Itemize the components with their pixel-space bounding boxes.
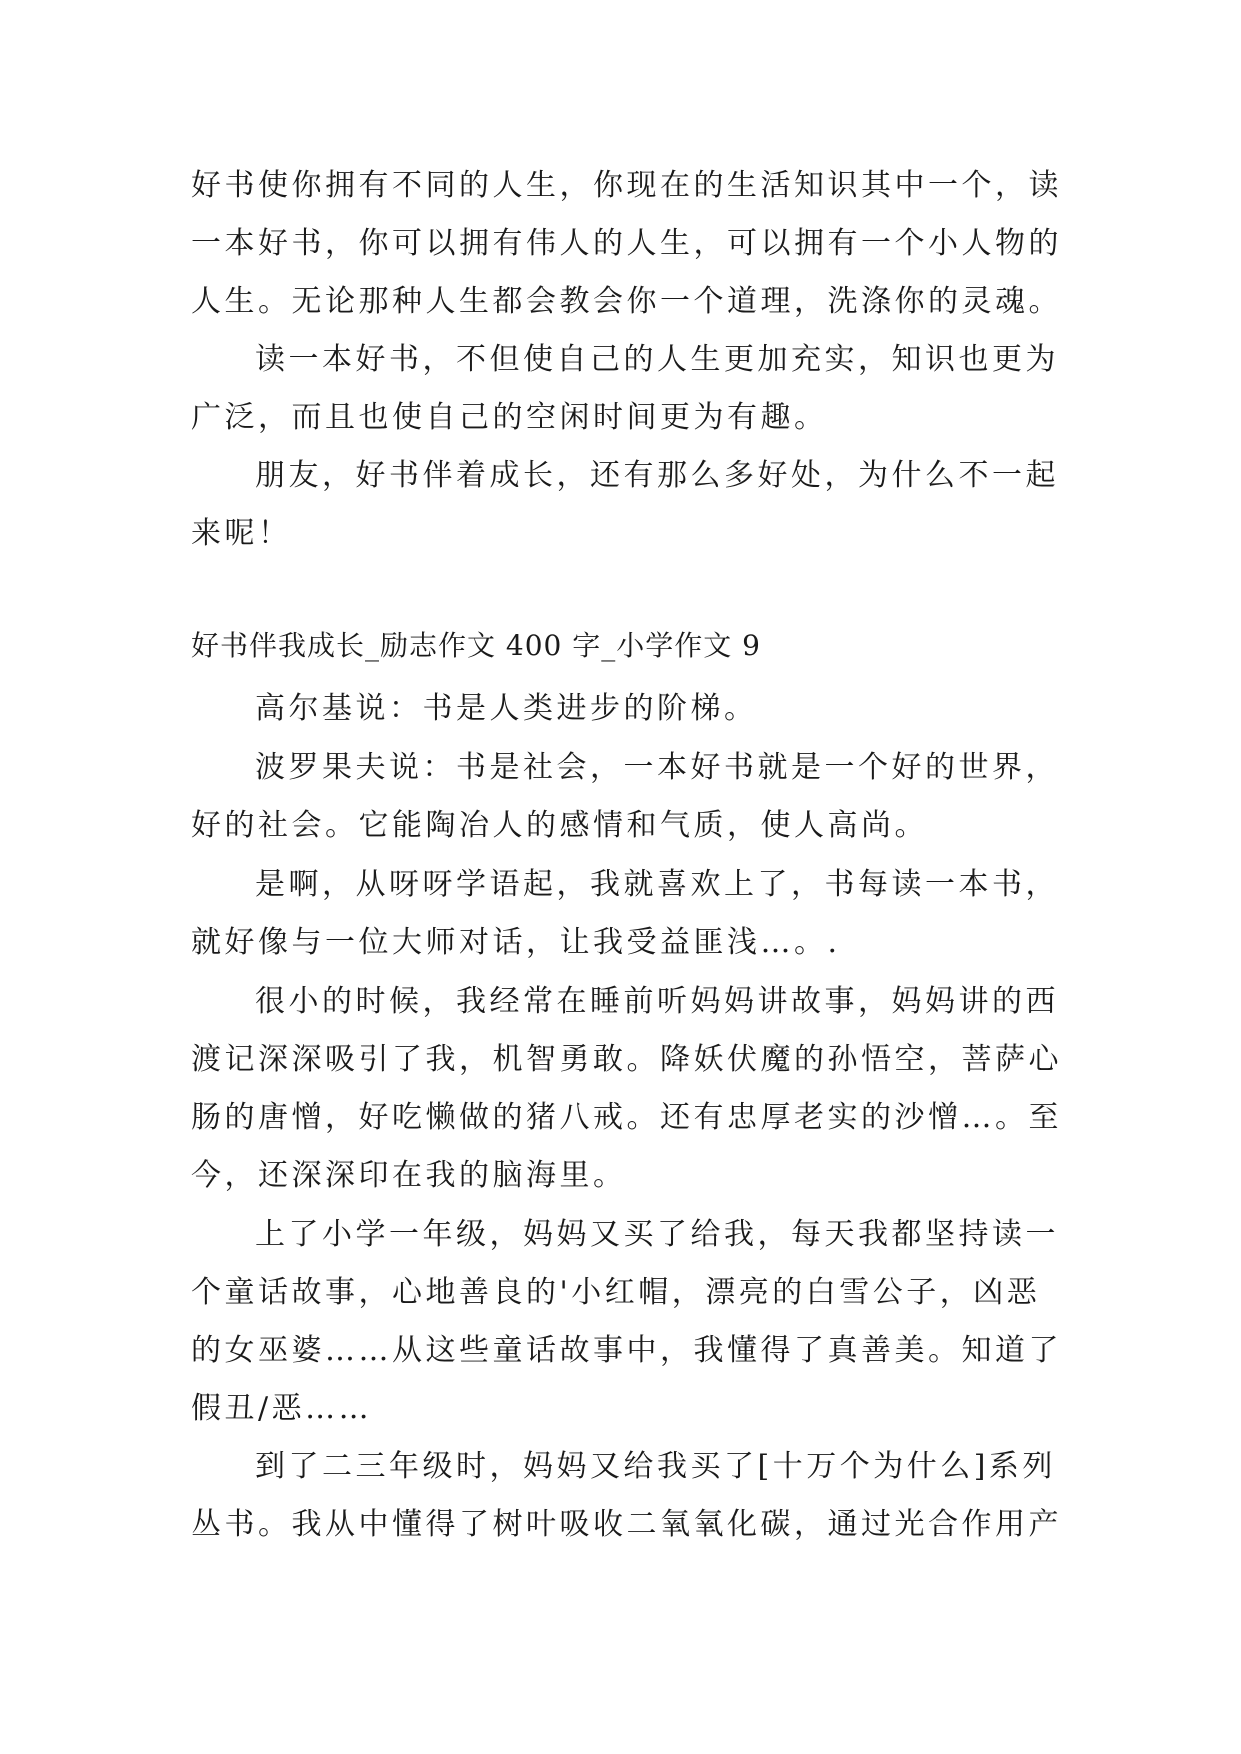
text-line: 人生。无论那种人生都会教会你一个道理，洗涤你的灵魂。 — [191, 284, 1062, 319]
text-line: 广泛，而且也使自己的空闲时间更为有趣。 — [191, 400, 828, 435]
article-title: 好书伴我成长_励志作文 400 字_小学作文 9 — [191, 629, 761, 662]
text-line: 渡记深深吸引了我，机智勇敢。降妖伏魔的孙悟空，菩萨心 — [191, 1042, 1062, 1077]
text-line: 很小的时候，我经常在睡前听妈妈讲故事，妈妈讲的西 — [255, 984, 1059, 1019]
text-line: 波罗果夫说：书是社会，一本好书就是一个好的世界， — [255, 750, 1059, 785]
text-line: 高尔基说：书是人类进步的阶梯。 — [255, 691, 758, 726]
text-line: 上了小学一年级，妈妈又买了给我，每天我都坚持读一 — [255, 1217, 1059, 1252]
text-line: 丛书。我从中懂得了树叶吸收二氧氧化碳，通过光合作用产 — [191, 1507, 1062, 1542]
paragraph-quote-poroguofu — [191, 739, 1066, 855]
text-line: 朋友，好书伴着成长，还有那么多好处，为什么不一起 — [255, 458, 1059, 493]
paragraph-quote-gorky — [191, 680, 1066, 738]
text-line: 是啊，从呀呀学语起，我就喜欢上了，书每读一本书， — [255, 867, 1059, 902]
paragraph-3 — [191, 447, 1066, 563]
text-line: 来呢！ — [191, 516, 292, 551]
text-line: 好的社会。它能陶冶人的感情和气质，使人高尚。 — [191, 808, 928, 843]
paragraph-6 — [191, 1206, 1066, 1438]
paragraph-7 — [191, 1438, 1066, 1554]
text-line: 今，还深深印在我的脑海里。 — [191, 1158, 627, 1193]
text-line: 好书使你拥有不同的人生，你现在的生活知识其中一个，读 — [191, 168, 1062, 203]
text-line: 就好像与一位大师对话，让我受益匪浅…。. — [191, 925, 841, 960]
text-line: 一本好书，你可以拥有伟人的人生，可以拥有一个小人物的 — [191, 226, 1062, 261]
text-line: 个童话故事，心地善良的'小红帽，漂亮的白雪公子，凶恶 — [191, 1275, 1041, 1310]
text-line: 的女巫婆……从这些童话故事中，我懂得了真善美。知道了 — [191, 1333, 1062, 1368]
paragraph-4 — [191, 856, 1066, 972]
text-line: 读一本好书，不但使自己的人生更加充实，知识也更为 — [255, 342, 1059, 377]
paragraph-1 — [191, 157, 1066, 331]
text-line: 假丑/恶…… — [191, 1391, 373, 1426]
text-line: 肠的唐憎，好吃懒做的猪八戒。还有忠厚老实的沙憎…。至 — [191, 1100, 1062, 1135]
paragraph-5 — [191, 973, 1066, 1205]
paragraph-2 — [191, 331, 1066, 447]
text-line: 到了二三年级时，妈妈又给我买了[十万个为什么]系列 — [255, 1449, 1056, 1484]
